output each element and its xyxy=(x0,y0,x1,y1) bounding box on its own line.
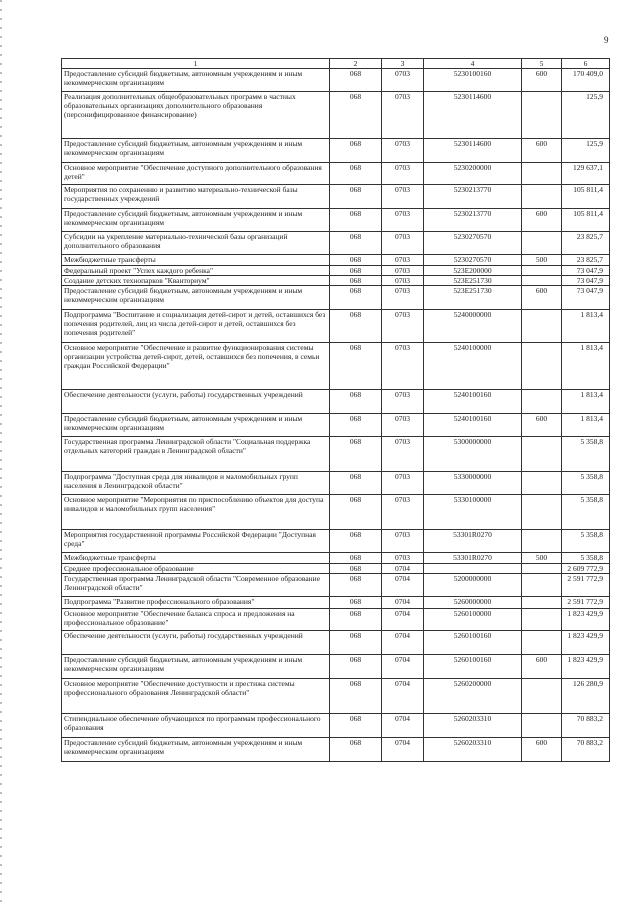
ministry-code: 068 xyxy=(330,714,382,738)
header-cell: 4 xyxy=(424,59,522,69)
amount: 5 358,8 xyxy=(562,495,610,530)
target-article-code: 5230114600 xyxy=(424,92,522,139)
expense-type-code: 600 xyxy=(522,69,562,92)
ministry-code: 068 xyxy=(330,574,382,597)
amount: 23 825,7 xyxy=(562,232,610,255)
expense-type-code xyxy=(522,574,562,597)
target-article-code: 5330100000 xyxy=(424,495,522,530)
section-code: 0703 xyxy=(382,286,424,310)
table-row xyxy=(62,714,610,738)
expense-type-code xyxy=(522,185,562,209)
expense-type-code: 600 xyxy=(522,738,562,762)
target-article-code: 5240100160 xyxy=(424,390,522,414)
section-code: 0704 xyxy=(382,574,424,597)
target-article-code: 5330000000 xyxy=(424,472,522,495)
row-name: Межбюджетные трансферты xyxy=(62,553,330,564)
amount: 1 823 429,9 xyxy=(562,631,610,655)
ministry-code: 068 xyxy=(330,495,382,530)
target-article-code: 5240100160 xyxy=(424,414,522,437)
amount: 2 591 772,9 xyxy=(562,574,610,597)
amount: 73 047,9 xyxy=(562,276,610,286)
target-article-code: 5260200000 xyxy=(424,679,522,714)
ministry-code: 068 xyxy=(330,139,382,163)
table-row xyxy=(62,738,610,762)
table-row xyxy=(62,232,610,255)
amount: 125,9 xyxy=(562,92,610,139)
amount: 125,9 xyxy=(562,139,610,163)
expense-type-code: 600 xyxy=(522,209,562,232)
amount: 105 811,4 xyxy=(562,209,610,232)
target-article-code: 5300000000 xyxy=(424,437,522,472)
row-name: Федеральный проект "Успех каждого ребенка" xyxy=(62,266,330,276)
table-row xyxy=(62,209,610,232)
section-code: 0703 xyxy=(382,163,424,185)
target-article-code: 5260100160 xyxy=(424,655,522,679)
section-code: 0703 xyxy=(382,437,424,472)
expense-type-code: 500 xyxy=(522,255,562,266)
row-name: Подпрограмма "Развитие профессионального образования" xyxy=(62,597,330,609)
section-code: 0703 xyxy=(382,472,424,495)
ministry-code: 068 xyxy=(330,276,382,286)
target-article-code: 5260203310 xyxy=(424,738,522,762)
row-name: Стипендиальное обеспечение обучающихся по программам профессионального образования xyxy=(62,714,330,738)
section-code: 0703 xyxy=(382,530,424,553)
table-row xyxy=(62,631,610,655)
ministry-code: 068 xyxy=(330,310,382,343)
target-article-code: 5230213770 xyxy=(424,209,522,232)
row-name: Мероприятия государственной программы Российской Федерации "Доступная среда" xyxy=(62,530,330,553)
target-article-code: 523E251730 xyxy=(424,286,522,310)
page-number: 9 xyxy=(604,35,609,45)
header-cell: 5 xyxy=(522,59,562,69)
ministry-code: 068 xyxy=(330,286,382,310)
section-code: 0703 xyxy=(382,185,424,209)
row-name: Предоставление субсидий бюджетным, автономным учреждениям и иным некоммерческим организациям xyxy=(62,286,330,310)
expense-type-code xyxy=(522,714,562,738)
ministry-code: 068 xyxy=(330,679,382,714)
table-row xyxy=(62,597,610,609)
row-name: Предоставление субсидий бюджетным, автономным учреждениям и иным некоммерческим организациям xyxy=(62,414,330,437)
row-name: Среднее профессиональное образование xyxy=(62,564,330,574)
table-row xyxy=(62,472,610,495)
amount: 126 280,9 xyxy=(562,679,610,714)
ministry-code: 068 xyxy=(330,631,382,655)
expense-type-code: 600 xyxy=(522,286,562,310)
ministry-code: 068 xyxy=(330,530,382,553)
amount: 170 409,0 xyxy=(562,69,610,92)
section-code: 0704 xyxy=(382,655,424,679)
target-article-code: 523E200000 xyxy=(424,266,522,276)
section-code: 0704 xyxy=(382,597,424,609)
row-name: Основное мероприятие "Обеспечение доступности и престижа системы профессионального образования Ленинградской области" xyxy=(62,679,330,714)
section-code: 0703 xyxy=(382,266,424,276)
expense-type-code xyxy=(522,495,562,530)
target-article-code: 5230100160 xyxy=(424,69,522,92)
ministry-code: 068 xyxy=(330,437,382,472)
row-name: Субсидии на укрепление материально-технической базы организаций дополнительного образования xyxy=(62,232,330,255)
section-code: 0703 xyxy=(382,390,424,414)
amount: 1 823 429,9 xyxy=(562,609,610,631)
amount: 5 358,8 xyxy=(562,437,610,472)
ministry-code: 068 xyxy=(330,553,382,564)
amount: 2 591 772,9 xyxy=(562,597,610,609)
ministry-code: 068 xyxy=(330,232,382,255)
header-cell: 2 xyxy=(330,59,382,69)
expense-type-code xyxy=(522,276,562,286)
row-name: Обеспечение деятельности (услуги, работы) государственных учреждений xyxy=(62,631,330,655)
amount: 5 358,8 xyxy=(562,472,610,495)
expense-type-code xyxy=(522,631,562,655)
table-row xyxy=(62,390,610,414)
expense-type-code xyxy=(522,597,562,609)
expense-type-code xyxy=(522,92,562,139)
row-name: Реализация дополнительных общеобразовательных программ в частных образовательных организациях дополнительного образования (персонифицированное финансирование) xyxy=(62,92,330,139)
amount: 2 609 772,9 xyxy=(562,564,610,574)
table-row xyxy=(62,139,610,163)
target-article-code: 5240100000 xyxy=(424,343,522,390)
section-code: 0703 xyxy=(382,92,424,139)
ministry-code: 068 xyxy=(330,609,382,631)
row-name: Предоставление субсидий бюджетным, автономным учреждениям и иным некоммерческим организациям xyxy=(62,209,330,232)
section-code: 0703 xyxy=(382,553,424,564)
expense-type-code: 600 xyxy=(522,139,562,163)
target-article-code: 5230270570 xyxy=(424,232,522,255)
table-row xyxy=(62,495,610,530)
expense-type-code xyxy=(522,390,562,414)
section-code: 0704 xyxy=(382,738,424,762)
table-row xyxy=(62,286,610,310)
section-code: 0703 xyxy=(382,232,424,255)
ministry-code: 068 xyxy=(330,597,382,609)
ministry-code: 068 xyxy=(330,390,382,414)
expense-type-code xyxy=(522,310,562,343)
row-name: Предоставление субсидий бюджетным, автономным учреждениям и иным некоммерческим организациям xyxy=(62,655,330,679)
amount: 129 637,1 xyxy=(562,163,610,185)
row-name: Основное мероприятие "Обеспечение и развитие функционирования системы организации устройства детей-сирот, детей, оставшихся без попечения, в семьи граждан Российской Федерации" xyxy=(62,343,330,390)
table-row xyxy=(62,609,610,631)
expense-type-code: 600 xyxy=(522,655,562,679)
row-name: Основное мероприятие "Мероприятия по приспособлению объектов для доступа инвалидов и маломобильных групп населения" xyxy=(62,495,330,530)
ministry-code: 068 xyxy=(330,738,382,762)
scan-edge-marks xyxy=(0,0,2,905)
table-row xyxy=(62,414,610,437)
ministry-code: 068 xyxy=(330,655,382,679)
expense-type-code xyxy=(522,564,562,574)
table-row xyxy=(62,163,610,185)
ministry-code: 068 xyxy=(330,92,382,139)
target-article-code: 5230270570 xyxy=(424,255,522,266)
section-code: 0703 xyxy=(382,276,424,286)
row-name: Обеспечение деятельности (услуги, работы) государственных учреждений xyxy=(62,390,330,414)
budget-table xyxy=(61,58,610,762)
target-article-code: 5260100160 xyxy=(424,631,522,655)
target-article-code: 5240000000 xyxy=(424,310,522,343)
section-code: 0703 xyxy=(382,139,424,163)
expense-type-code: 600 xyxy=(522,414,562,437)
ministry-code: 068 xyxy=(330,185,382,209)
ministry-code: 068 xyxy=(330,343,382,390)
target-article-code: 5230114600 xyxy=(424,139,522,163)
row-name: Мероприятия по сохранению и развитию материально-технической базы государственных учреждений xyxy=(62,185,330,209)
target-article-code xyxy=(424,564,522,574)
row-name: Предоставление субсидий бюджетным, автономным учреждениям и иным некоммерческим организациям xyxy=(62,69,330,92)
row-name: Межбюджетные трансферты xyxy=(62,255,330,266)
expense-type-code xyxy=(522,232,562,255)
section-code: 0703 xyxy=(382,495,424,530)
section-code: 0704 xyxy=(382,631,424,655)
row-name: Основное мероприятие "Обеспечение доступного дополнительного образования детей" xyxy=(62,163,330,185)
ministry-code: 068 xyxy=(330,209,382,232)
amount: 105 811,4 xyxy=(562,185,610,209)
row-name: Основное мероприятие "Обеспечение баланса спроса и предложения на профессиональное образование" xyxy=(62,609,330,631)
section-code: 0703 xyxy=(382,414,424,437)
target-article-code: 53301R0270 xyxy=(424,530,522,553)
header-cell: 3 xyxy=(382,59,424,69)
section-code: 0704 xyxy=(382,609,424,631)
ministry-code: 068 xyxy=(330,163,382,185)
target-article-code: 5260203310 xyxy=(424,714,522,738)
target-article-code: 5260000000 xyxy=(424,597,522,609)
target-article-code: 5260100000 xyxy=(424,609,522,631)
ministry-code: 068 xyxy=(330,472,382,495)
amount: 73 047,9 xyxy=(562,266,610,276)
expense-type-code xyxy=(522,472,562,495)
amount: 1 813,4 xyxy=(562,343,610,390)
section-code: 0704 xyxy=(382,714,424,738)
ministry-code: 068 xyxy=(330,564,382,574)
amount: 1 813,4 xyxy=(562,414,610,437)
table-row xyxy=(62,276,610,286)
ministry-code: 068 xyxy=(330,266,382,276)
ministry-code: 068 xyxy=(330,255,382,266)
amount: 1 813,4 xyxy=(562,310,610,343)
table-row xyxy=(62,310,610,343)
section-code: 0704 xyxy=(382,679,424,714)
amount: 1 823 429,9 xyxy=(562,655,610,679)
row-name: Предоставление субсидий бюджетным, автономным учреждениям и иным некоммерческим организациям xyxy=(62,738,330,762)
section-code: 0703 xyxy=(382,310,424,343)
table-row xyxy=(62,255,610,266)
header-cell: 1 xyxy=(62,59,330,69)
table-row xyxy=(62,530,610,553)
row-name: Создание детских технопарков "Кванториум" xyxy=(62,276,330,286)
target-article-code: 53301R0270 xyxy=(424,553,522,564)
amount: 70 883,2 xyxy=(562,738,610,762)
row-name: Предоставление субсидий бюджетным, автономным учреждениям и иным некоммерческим организациям xyxy=(62,139,330,163)
table-row xyxy=(62,185,610,209)
table-row xyxy=(62,92,610,139)
expense-type-code xyxy=(522,343,562,390)
table-row xyxy=(62,266,610,276)
table-row xyxy=(62,574,610,597)
expense-type-code xyxy=(522,679,562,714)
row-name: Государственная программа Ленинградской области "Социальная поддержка отдельных категорий граждан в Ленинградской области" xyxy=(62,437,330,472)
table-row xyxy=(62,679,610,714)
row-name: Подпрограмма "Воспитание и социализация детей-сирот и детей, оставшихся без попечения родителей, лиц из числа детей-сирот и детей, оставшихся без попечения родителей" xyxy=(62,310,330,343)
amount: 73 047,9 xyxy=(562,286,610,310)
expense-type-code xyxy=(522,609,562,631)
table-row xyxy=(62,655,610,679)
amount: 70 883,2 xyxy=(562,714,610,738)
section-code: 0703 xyxy=(382,209,424,232)
table-row xyxy=(62,437,610,472)
ministry-code: 068 xyxy=(330,414,382,437)
section-code: 0703 xyxy=(382,69,424,92)
expense-type-code: 500 xyxy=(522,553,562,564)
expense-type-code xyxy=(522,437,562,472)
expense-type-code xyxy=(522,163,562,185)
row-name: Подпрограмма "Доступная среда для инвалидов и маломобильных групп населения в Ленинградской области" xyxy=(62,472,330,495)
target-article-code: 5200000000 xyxy=(424,574,522,597)
amount: 5 358,8 xyxy=(562,553,610,564)
section-code: 0703 xyxy=(382,255,424,266)
table-row xyxy=(62,343,610,390)
expense-type-code xyxy=(522,530,562,553)
amount: 5 358,8 xyxy=(562,530,610,553)
expense-type-code xyxy=(522,266,562,276)
row-name: Государственная программа Ленинградской области "Современное образование Ленинградской области" xyxy=(62,574,330,597)
amount: 23 825,7 xyxy=(562,255,610,266)
amount: 1 813,4 xyxy=(562,390,610,414)
table-row xyxy=(62,564,610,574)
table-row xyxy=(62,69,610,92)
section-code: 0703 xyxy=(382,343,424,390)
header-row xyxy=(62,59,610,69)
target-article-code: 523E251730 xyxy=(424,276,522,286)
ministry-code: 068 xyxy=(330,69,382,92)
target-article-code: 5230200000 xyxy=(424,163,522,185)
header-cell: 6 xyxy=(562,59,610,69)
target-article-code: 5230213770 xyxy=(424,185,522,209)
section-code: 0704 xyxy=(382,564,424,574)
table-row xyxy=(62,553,610,564)
